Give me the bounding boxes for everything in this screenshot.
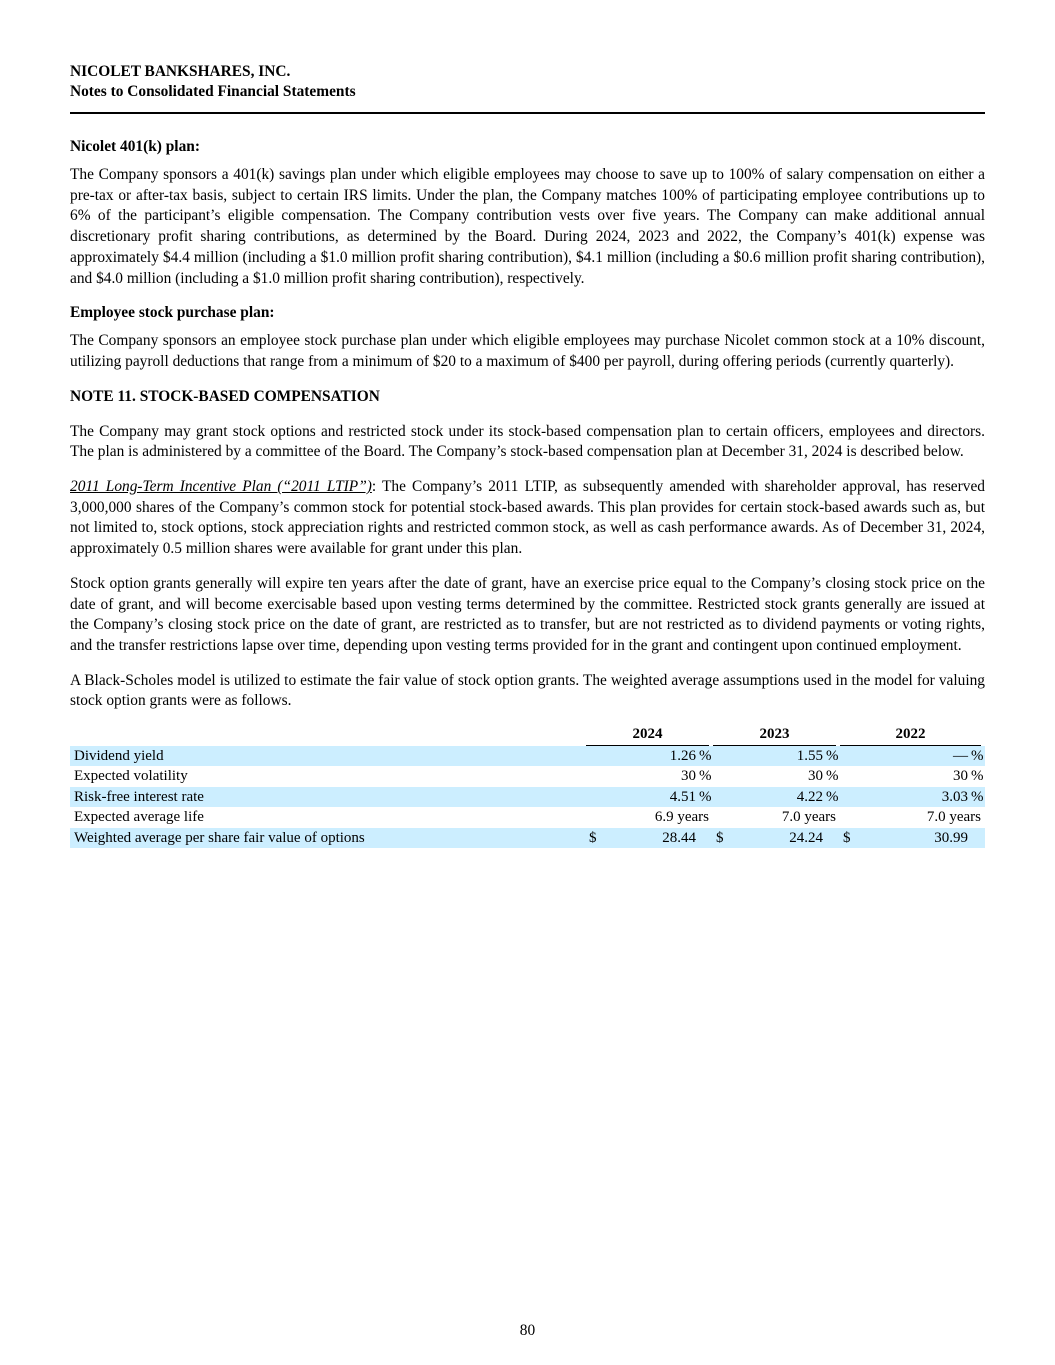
ltip-body: : The Company’s 2011 LTIP, as subsequently amended with shareholder approval, has reserved 3,000,000 shares of the Company’s common stock for potential stock-based awards. This plan provides for certain stock-based awards such as, but not limited to, stock options, stock appreciation rights and restricted common stock, as well as cash performance awards. As of December 31, 2024, approximately 0.5 million shares were available for grant under this plan. <box>70 478 985 558</box>
row-label: Weighted average per share fair value of options <box>70 828 586 849</box>
cell-2024: 1.26 % <box>586 746 713 767</box>
table-row <box>70 828 985 849</box>
table-header-row <box>70 724 985 746</box>
cell-2024: 4.51 % <box>586 787 713 808</box>
cell-2024: 28.44 <box>608 828 713 849</box>
row-label: Risk-free interest rate <box>70 787 586 808</box>
plan-401k-heading: Nicolet 401(k) plan: <box>70 138 200 155</box>
cell-2024: 30 % <box>681 768 712 785</box>
currency-2023: $ <box>713 828 735 849</box>
cell-2022: 7.0 years <box>926 809 981 826</box>
black-scholes-paragraph: A Black-Scholes model is utilized to estimate the fair value of stock option grants. The weighted average assumptions used in the model for valuing stock option grants were as follows. <box>70 671 985 710</box>
note11-intro: The Company may grant stock options and restricted stock under its stock-based compensation plan to certain officers, employees and directors. The plan is administered by a committee of the Board. The Company’s stock-based compensation plan at December 31, 2024 is described below. <box>70 422 985 461</box>
cell-2024: 6.9 years <box>654 809 709 826</box>
table-row <box>70 746 985 767</box>
cell-2022: 30 % <box>953 768 984 785</box>
row-label: Dividend yield <box>70 746 586 767</box>
currency-2024: $ <box>586 828 608 849</box>
espp-body: The Company sponsors an employee stock purchase plan under which eligible employees may purchase Nicolet common stock at a 10% discount, utilizing payroll deductions that range from a minimum of $20 to a maximum of $400 per payroll, during offering periods (currently quarterly). <box>70 332 985 370</box>
assumptions-table <box>70 724 985 848</box>
year-header-2022: 2022 <box>840 724 985 746</box>
cell-2022: 3.03 % <box>840 787 985 808</box>
cell-2023: 30 % <box>808 768 839 785</box>
cell-2023: 7.0 years <box>781 809 836 826</box>
header-rule <box>70 112 985 114</box>
year-header-2023: 2023 <box>713 724 840 746</box>
options-paragraph: Stock option grants generally will expire ten years after the date of grant, have an exercise price equal to the Company’s closing stock price on the date of grant, and will become exercisable based upon vesting terms determined by the committee. Restricted stock grants generally are issued at the Company’s closing stock price on the date of grant, are restricted as to transfer, but are not restricted as to dividend payments or voting rights, and the transfer restrictions lapse over time, depending upon vesting terms provided for in the grant and contingent upon continued employment. <box>70 574 985 654</box>
row-label: Expected volatility <box>74 768 188 785</box>
cell-2023: 4.22 % <box>713 787 840 808</box>
espp-heading: Employee stock purchase plan: <box>70 304 275 322</box>
document-subtitle: Notes to Consolidated Financial Statements <box>70 83 356 100</box>
table-row <box>70 807 985 828</box>
cell-2022: — % <box>840 746 985 767</box>
company-name: NICOLET BANKSHARES, INC. <box>70 63 291 80</box>
cell-2022: 30.99 <box>862 828 985 849</box>
cell-2023: 24.24 <box>735 828 840 849</box>
cell-2023: 1.55 % <box>713 746 840 767</box>
currency-2022: $ <box>840 828 862 849</box>
row-label: Expected average life <box>74 809 204 826</box>
table-row <box>70 766 985 787</box>
plan-401k-body: The Company sponsors a 401(k) savings plan under which eligible employees may choose to save up to 100% of salary compensation on either a pre-tax or after-tax basis, subject to certain IRS limits. Under the plan, the Company matches 100% of participating employee contributions up to 6% of the participant’s eligible compensation. The Company contribution vests over five years. The Company can make additional annual discretionary profit sharing contributions, as determined by the Board. During 2024, 2023 and 2022, the Company’s 401(k) expense was approximately $4.4 million (including a $1.0 million profit sharing contribution), $4.1 million (including a $0.6 million profit sharing contribution), and $4.0 million (including a $1.0 million profit sharing contribution), respectively. <box>70 166 985 287</box>
ltip-title: 2011 Long-Term Incentive Plan (“2011 LTIP”) <box>70 478 372 496</box>
table-row <box>70 787 985 808</box>
document-page <box>70 62 985 848</box>
note11-heading: NOTE 11. STOCK-BASED COMPENSATION <box>70 387 380 405</box>
ltip-paragraph <box>70 477 985 560</box>
page-number: 80 <box>519 1322 536 1339</box>
year-header-2024: 2024 <box>586 724 713 746</box>
